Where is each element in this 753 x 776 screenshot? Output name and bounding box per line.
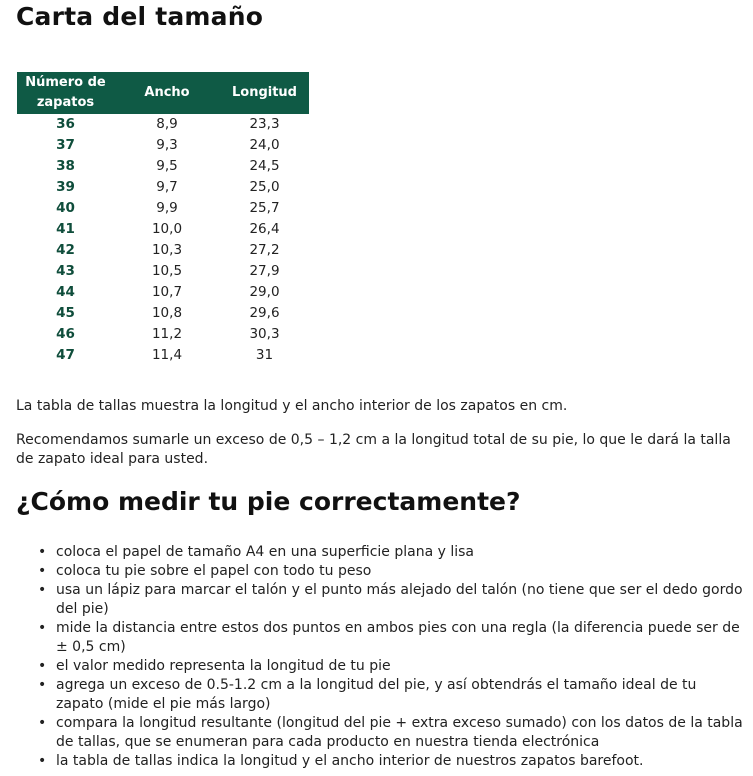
- width-cell: 10,3: [151, 242, 183, 258]
- length-cell: 26,4: [249, 221, 280, 237]
- bullet-icon: •: [38, 753, 47, 769]
- shoe-size-cell: 45: [56, 305, 75, 321]
- table-row: [17, 114, 309, 135]
- table-row: [17, 324, 309, 345]
- length-cell: 27,9: [249, 263, 280, 279]
- measuring-steps-list: [16, 543, 744, 771]
- length-cell: 29,0: [249, 284, 280, 300]
- bullet-icon: •: [38, 544, 47, 560]
- list-item: [16, 581, 744, 619]
- width-cell: 9,9: [156, 200, 178, 216]
- width-cell: 11,2: [151, 326, 183, 342]
- shoe-size-cell: 39: [56, 179, 75, 195]
- bullet-icon: •: [38, 620, 47, 636]
- table-row: [17, 135, 309, 156]
- list-item: [16, 714, 744, 752]
- length-cell: 30,3: [249, 326, 280, 342]
- width-cell: 8,9: [156, 116, 178, 132]
- table-row: [17, 198, 309, 219]
- width-cell: 9,7: [156, 179, 178, 195]
- measure-foot-heading: ¿Cómo medir tu pie correctamente?: [16, 487, 521, 516]
- length-cell: 27,2: [249, 242, 280, 258]
- width-cell: 10,0: [151, 221, 183, 237]
- length-cell: 23,3: [249, 116, 280, 132]
- step-text: agrega un exceso de 0.5-1.2 cm a la longitud del pie, y así obtendrás el tamaño ideal de tu zapato (mide el pie más largo): [56, 677, 697, 712]
- shoe-size-cell: 38: [56, 158, 75, 174]
- size-chart-heading: Carta del tamaño: [16, 2, 264, 31]
- shoe-size-cell: 41: [56, 221, 75, 237]
- shoe-size-cell: 46: [56, 326, 75, 342]
- step-text: usa un lápiz para marcar el talón y el punto más alejado del talón (no tiene que ser el dedo gordo del pie): [56, 582, 743, 617]
- table-row: [17, 219, 309, 240]
- table-row: [17, 282, 309, 303]
- bullet-icon: •: [38, 582, 47, 598]
- shoe-size-cell: 37: [56, 137, 75, 153]
- size-table-description: La tabla de tallas muestra la longitud y el ancho interior de los zapatos en cm.: [16, 398, 568, 414]
- length-cell: 24,5: [249, 158, 280, 174]
- list-item: [16, 562, 744, 581]
- table-row: [17, 156, 309, 177]
- bullet-icon: •: [38, 677, 47, 693]
- size-table-body: [17, 114, 309, 366]
- bullet-icon: •: [38, 715, 47, 731]
- shoe-size-cell: 43: [56, 263, 75, 279]
- table-row: [17, 240, 309, 261]
- width-cell: 9,5: [156, 158, 178, 174]
- width-cell: 10,7: [151, 284, 183, 300]
- list-item: [16, 657, 744, 676]
- width-cell: 10,8: [151, 305, 183, 321]
- size-table: [17, 72, 309, 366]
- size-table-header-row: [17, 72, 309, 114]
- width-cell: 9,3: [156, 137, 178, 153]
- shoe-size-cell: 44: [56, 284, 75, 300]
- shoe-size-cell: 42: [56, 242, 75, 258]
- length-cell: 29,6: [249, 305, 280, 321]
- width-cell: 10,5: [151, 263, 183, 279]
- width-cell: 11,4: [151, 347, 183, 363]
- step-text: mide la distancia entre estos dos puntos en ambos pies con una regla (la diferencia puede ser de ± 0,5 cm): [56, 620, 740, 655]
- shoe-size-cell: 40: [56, 200, 75, 216]
- shoe-size-cell: 47: [56, 347, 75, 363]
- length-cell: 24,0: [249, 137, 280, 153]
- bullet-icon: •: [38, 563, 47, 579]
- step-text: coloca el papel de tamaño A4 en una superficie plana y lisa: [56, 544, 475, 560]
- size-recommendation: Recomendamos sumarle un exceso de 0,5 – 1,2 cm a la longitud total de su pie, lo que le dará la talla de zapato ideal para usted.: [16, 432, 731, 467]
- bullet-icon: •: [38, 658, 47, 674]
- table-row: [17, 303, 309, 324]
- column-header-width: Ancho: [114, 72, 220, 114]
- table-row: [17, 177, 309, 198]
- column-header-length: Longitud: [220, 72, 309, 114]
- column-header-shoe-number: Número de zapatos: [17, 72, 114, 114]
- table-row: [17, 261, 309, 282]
- length-cell: 25,7: [249, 200, 280, 216]
- list-item: [16, 676, 744, 714]
- shoe-size-cell: 36: [56, 116, 75, 132]
- list-item: [16, 543, 744, 562]
- list-item: [16, 619, 744, 657]
- step-text: el valor medido representa la longitud de tu pie: [56, 658, 391, 674]
- length-cell: 25,0: [249, 179, 280, 195]
- step-text: coloca tu pie sobre el papel con todo tu peso: [56, 563, 372, 579]
- step-text: compara la longitud resultante (longitud del pie + extra exceso sumado) con los datos de la tabla de tallas, que se enumeran para cada producto en nuestra tienda electrónica: [56, 715, 743, 750]
- length-cell: 31: [255, 347, 274, 363]
- step-text: la tabla de tallas indica la longitud y el ancho interior de nuestros zapatos barefoot.: [56, 753, 644, 769]
- list-item: [16, 752, 744, 771]
- table-row: [17, 345, 309, 366]
